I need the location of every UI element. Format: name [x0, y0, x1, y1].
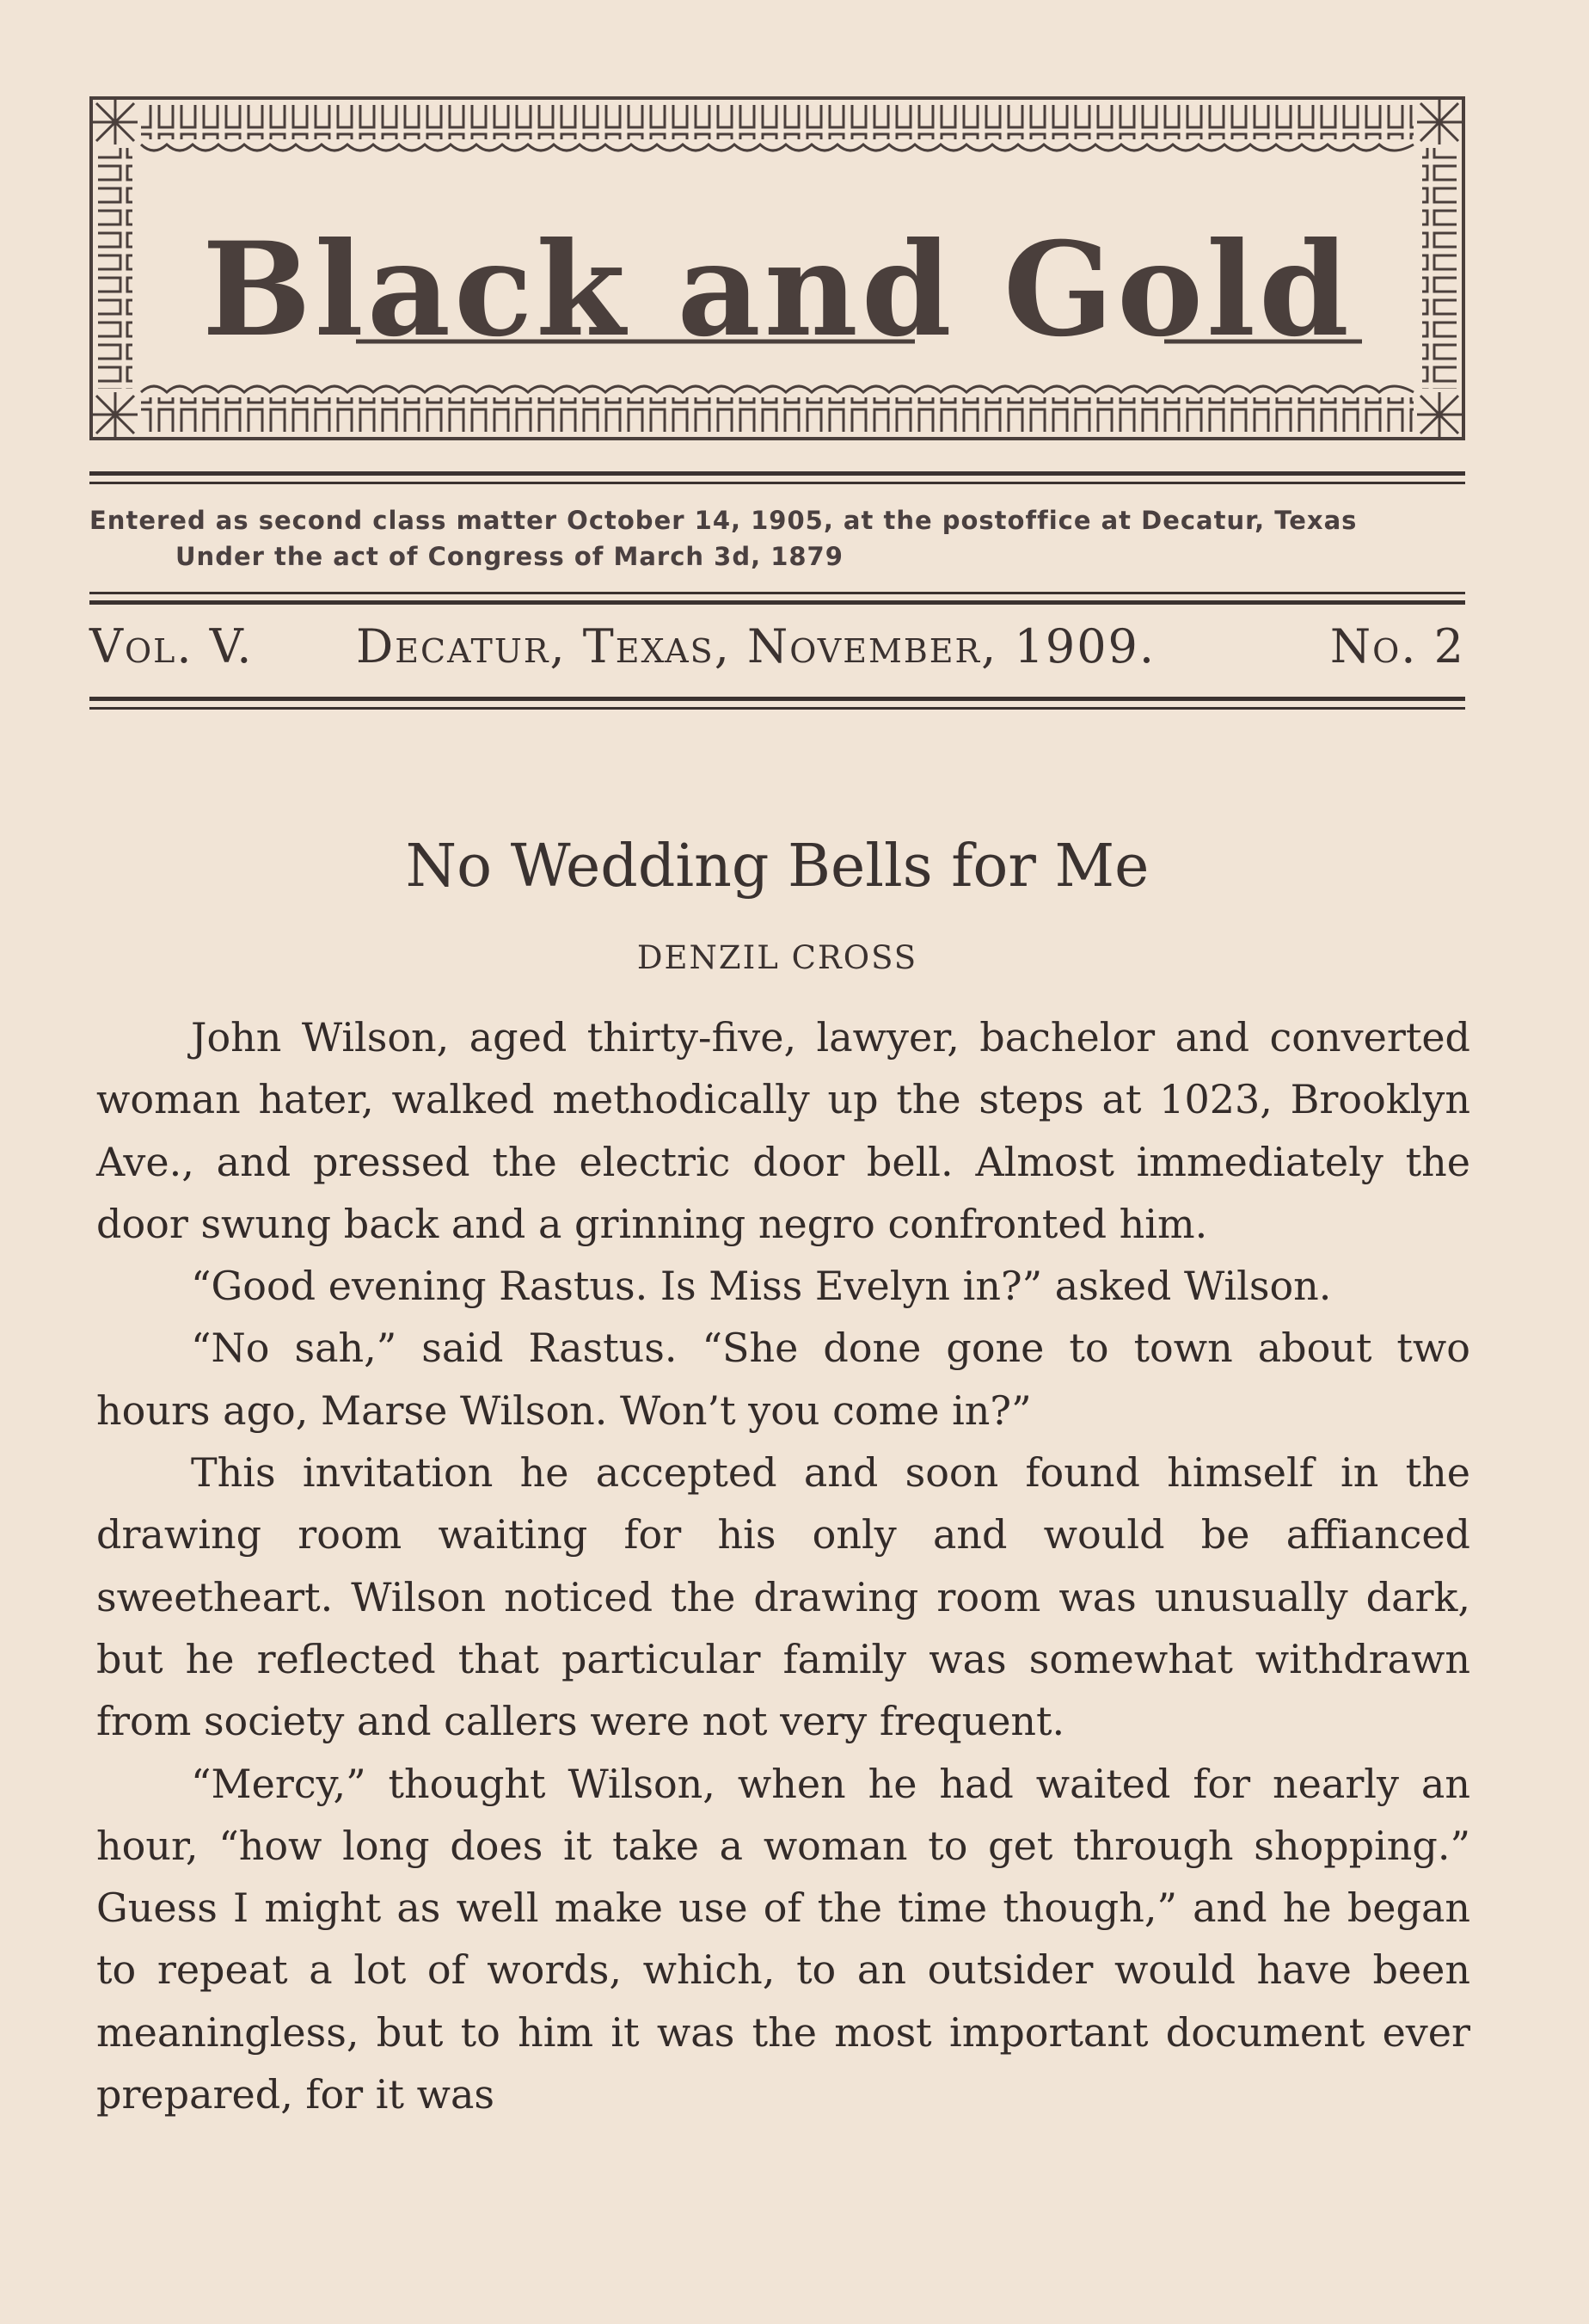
- rule-bottom-double-1: [89, 697, 1465, 701]
- article-title: No Wedding Bells for Me: [405, 833, 1150, 901]
- entry-notice-line-1: Entered as second class matter October 14, 1905, at the postoffice at Decatur, Texas: [89, 506, 1358, 535]
- masthead: [89, 96, 1465, 440]
- article-paragraph: “Good evening Rastus. Is Miss Evelyn in?” asked Wilson.: [191, 1263, 1332, 1310]
- article-paragraph: John Wilson, aged thirty-five, lawyer, bachelor and converted woman hater, walked methodically up the steps at 1023, Brooklyn Ave., and pressed the electric door bell. Almost immediately the door swung back and a grinning negro confronted him.: [96, 1014, 1470, 1247]
- place-date: Decatur, Texas, November, 1909.: [356, 619, 1156, 673]
- rule-mid-double-1: [89, 592, 1465, 594]
- entry-notice-line-2: Under the act of Congress of March 3d, 1879: [175, 542, 844, 571]
- rule-bottom-double-2: [89, 707, 1465, 710]
- rule-mid-double-2: [89, 600, 1465, 605]
- volume-label: Vol. V.: [89, 619, 254, 673]
- issue-line: [89, 619, 1465, 679]
- article-paragraph: “Mercy,” thought Wilson, when he had waited for nearly an hour, “how long does it take a woman to get through shopping.” Guess I might as well make use of the time though,” and he began to repeat a lot of words, which, to an outsider would have been meaningless, but to him it was the most important document ever prepared, for it was: [96, 1760, 1470, 2118]
- article-paragraph: “No sah,” said Rastus. “She done gone to town about two hours ago, Marse Wilson. Won’t you come in?”: [96, 1325, 1470, 1434]
- article-body: [96, 1006, 1470, 2125]
- rule-top-double-2: [89, 482, 1465, 484]
- publication-title: Black and Gold: [202, 214, 1353, 366]
- article-byline: DENZIL CROSS: [636, 939, 918, 976]
- article-paragraph: This invitation he accepted and soon found himself in the drawing room waiting for his only and would be affianced sweetheart. Wilson noticed the drawing room was unusually dark, but he reflected that particular family was somewhat withdrawn from society and callers were not very frequent.: [96, 1449, 1470, 1745]
- rule-top-double-1: [89, 471, 1465, 476]
- issue-number: No. 2: [1329, 619, 1465, 673]
